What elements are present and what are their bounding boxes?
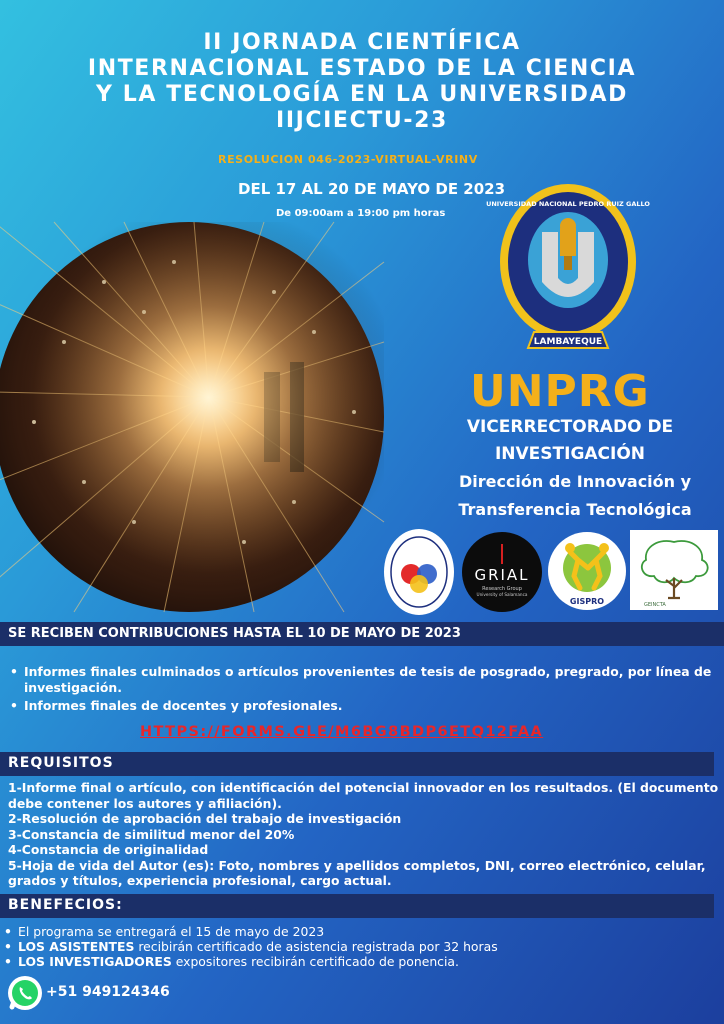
title-line-1: II JORNADA CIENTÍFICA <box>203 30 521 55</box>
grial-logo <box>462 532 542 612</box>
list-item <box>2 954 714 969</box>
direction-line-1: Dirección de Innovación y <box>458 472 692 491</box>
list-item: 3-Constancia de similitud menor del 20% <box>8 826 295 842</box>
gispro-label: GISPRO <box>569 597 605 606</box>
list-item: 4-Constancia de originalidad <box>8 842 209 857</box>
seal-top-text: UNIVERSIDAD NACIONAL PEDRO RUIZ GALLO <box>486 200 650 208</box>
event-title <box>0 30 724 134</box>
whatsapp-icon[interactable] <box>6 974 44 1012</box>
title-line-2: INTERNACIONAL ESTADO DE LA CIENCIA <box>87 56 637 81</box>
grial-sub-1: Research Group <box>482 586 522 592</box>
list-item <box>2 924 714 939</box>
grial-title: GRIAL <box>474 566 530 584</box>
contributions-list <box>8 664 720 716</box>
light-tunnel-graphic <box>0 222 384 612</box>
direction-name <box>440 468 710 524</box>
benefit-3-bold: LOS INVESTIGADORES <box>18 954 172 969</box>
requirements-heading: REQUISITOS <box>0 752 714 776</box>
light-tunnel-photo <box>0 222 384 612</box>
list-item: • Informes finales culminados o artículos provenientes de tesis de posgrado, pregrado, por línea de investigación. <box>8 664 720 696</box>
requirements-list <box>8 780 720 889</box>
resolution-code: RESOLUCION 046-2023-VIRTUAL-VRINV <box>218 153 478 166</box>
list-item: 5-Hoja de vida del Autor (es): Foto, nombres y apellidos completos, DNI, correo electrónico, celular, grados y títulos, experiencia profesional, cargo actual. <box>8 857 706 888</box>
contributions-banner: SE RECIBEN CONTRIBUCIONES HASTA EL 10 DE MAYO DE 2023 <box>0 622 724 646</box>
list-item: 2-Resolución de aprobación del trabajo de investigación <box>8 811 402 826</box>
list-item <box>2 939 714 954</box>
gispro-logo <box>548 532 626 610</box>
university-acronym: UNPRG <box>470 366 650 417</box>
grial-sub-2: University of Salamanca <box>476 592 528 597</box>
list-item: 1-Informe final o artículo, con identificación del potencial innovador en los resultados. (El documento debe contener los autores y afiliación). <box>8 780 719 811</box>
title-line-4: IIJCIECTU-23 <box>276 108 448 133</box>
vice-line-2: INVESTIGACIÓN <box>494 444 646 464</box>
benefit-1-text: El programa se entregará el 15 de mayo de 2023 <box>18 924 325 939</box>
vrinv-logo <box>383 528 455 616</box>
university-seal-logo <box>486 182 650 362</box>
event-dates: DEL 17 AL 20 DE MAYO DE 2023 <box>238 180 506 198</box>
benefits-list <box>2 924 714 969</box>
geincta-logo <box>630 530 718 610</box>
benefit-2-bold: LOS ASISTENTES <box>18 939 135 954</box>
list-item: • Informes finales de docentes y profesionales. <box>8 698 720 714</box>
benefit-3-text: expositores recibirán certificado de ponencia. <box>171 954 459 969</box>
event-hours: De 09:00am a 19:00 pm horas <box>276 208 446 219</box>
vice-line-1: VICERRECTORADO DE <box>466 417 674 437</box>
vice-rectorate <box>455 414 685 468</box>
benefit-2-text: recibirán certificado de asistencia registrada por 32 horas <box>134 939 498 954</box>
seal-bottom-text: LAMBAYEQUE <box>533 337 603 347</box>
direction-line-2: Transferencia Tecnológica <box>458 500 692 519</box>
contact-phone[interactable]: +51 949124346 <box>46 984 170 1000</box>
geincta-label: GEINCTA <box>644 602 666 608</box>
title-line-3: Y LA TECNOLOGÍA EN LA UNIVERSIDAD <box>95 82 629 107</box>
registration-form-link[interactable]: HTTPS://FORMS.GLE/M6BG8BDP6ETQ12FAA <box>140 724 544 740</box>
benefits-heading: BENEFECIOS: <box>0 894 714 918</box>
